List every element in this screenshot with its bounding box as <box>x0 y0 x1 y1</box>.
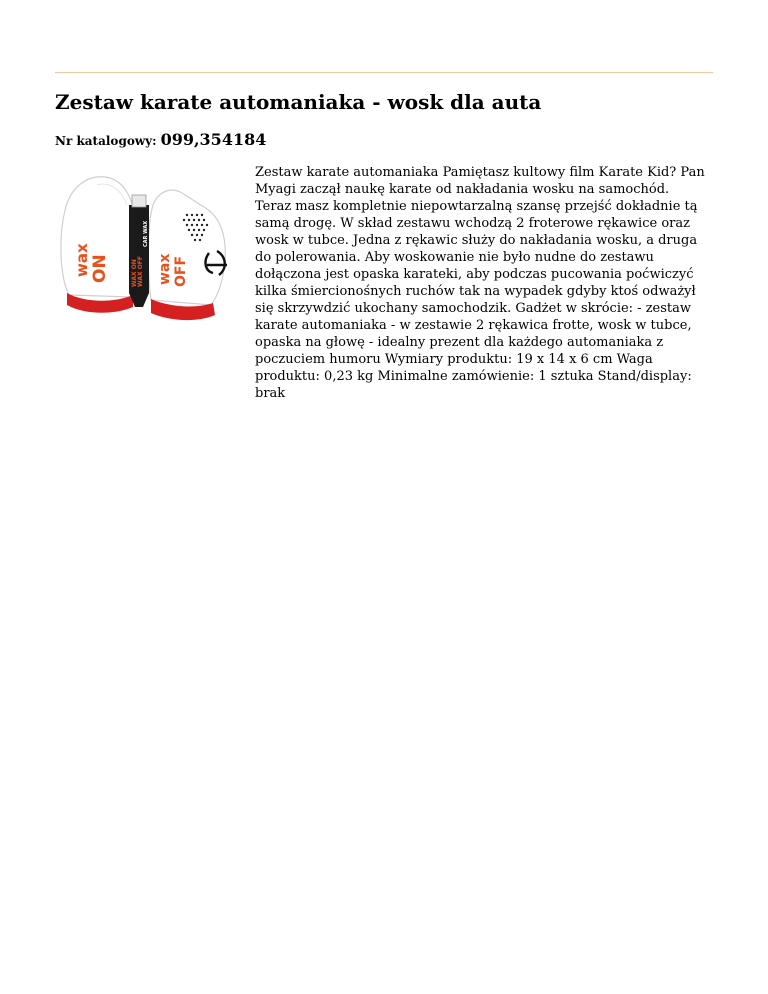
catalog-number-line <box>55 130 266 149</box>
product-description: Zestaw karate automaniaka Pamiętasz kultowy film Karate Kid? Pan Myagi zaczął naukę karate od nakładania wosku na samochód. Teraz masz kompletnie niepowtarzalną szansę przejść dokładnie tą samą drogę. W skład zestawu wchodzą 2 froterowe rękawice oraz wosk w tubce. Jedna z rękawic służy do nakładania wosku, a druga do polerowania. Aby woskowanie nie było nudne do zestawu dołączona jest opaska karateki, aby podczas pucowania poćwiczyć kilka śmiercionośnych ruchów tak na wypadek gdyby ktoś odważył się skrzywdzić ukochany samochodzik. Gadżet w skrócie: - zestaw karate automaniaka - w zestawie 2 rękawica frotte, wosk w tubce, opaska na głowę - idealny prezent dla każdego automaniaka z poczuciem humoru Wymiary produktu: 19 x 14 x 6 cm Waga produktu: 0,23 kg Minimalne zamówienie: 1 sztuka Stand/display: brak <box>255 165 705 401</box>
catalog-label: Nr katalogowy: <box>55 134 157 148</box>
tube-text-car-wax: CAR WAX <box>143 220 149 247</box>
right-mitt-text-top: wax <box>157 253 173 285</box>
product-title: Zestaw karate automaniaka - wosk dla auta <box>55 90 542 114</box>
left-mitt-text-top: wax <box>73 243 91 277</box>
right-mitt-text-bottom: OFF <box>173 255 189 287</box>
right-mitt <box>148 190 227 320</box>
left-mitt <box>61 177 136 313</box>
left-mitt-text-bottom: ON <box>90 254 110 283</box>
catalog-number: 099,354184 <box>160 130 267 149</box>
tube-text-wax-on: WAX ON <box>131 259 138 287</box>
wax-tube <box>129 195 149 307</box>
tube-text-wax-off: WAX OFF <box>137 255 144 287</box>
top-divider <box>55 72 713 73</box>
product-photo <box>57 165 242 340</box>
